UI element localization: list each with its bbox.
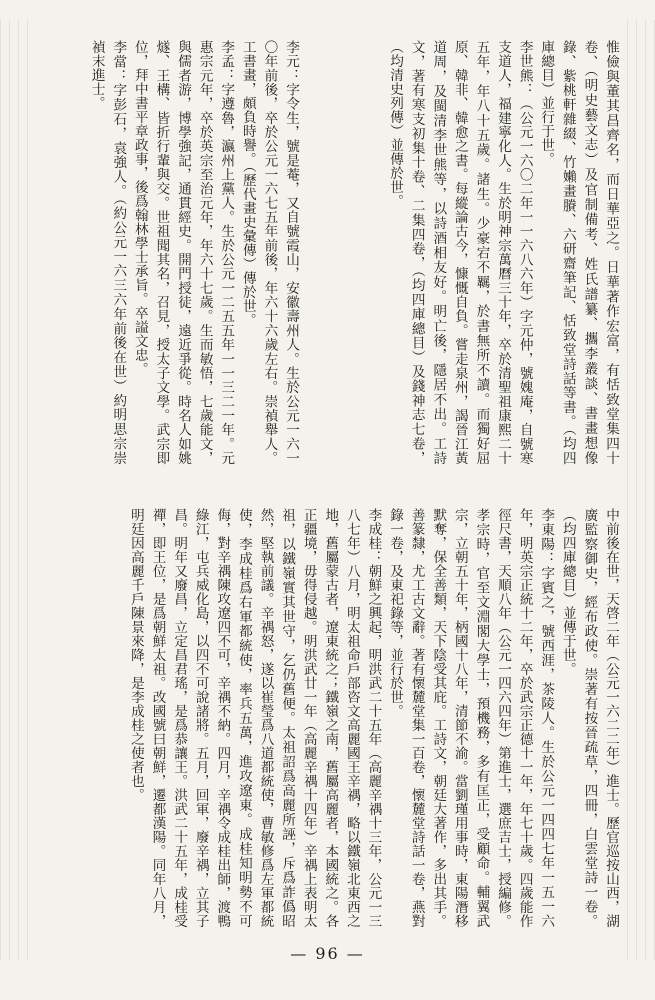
paragraph: 惟儉與董其昌齊名，而日華亞之。日華著作宏富，有恬致堂集四十卷、（明史藝文志）及官制備考、姓氏譜纂、攜李叢談、書畫想像錄、紫桃軒雜綴、竹嬾畫賸、六研齋筆記、恬致堂詩話等書。（均四庫總目）並行于世。	[538, 40, 619, 465]
top-right-text-block	[309, 40, 621, 465]
show-through-edge	[627, 20, 655, 960]
paragraph: 中前後在世，天啓二年（公元一六二二年）進士。歷官巡按山西，湖廣監察御史，經布政使。崇著有按晉疏草，四冊，白雲堂詩一卷。（均四庫總目）並傳于世。	[559, 508, 619, 928]
paragraph: 李當：字彭石，袁強人。（約公元一六三六年前後在世）約明思宗崇禎末進士。	[88, 40, 127, 465]
paragraph: 李孟：字遵魯，瀛州上黨人。生於公元一二五五年一一三二一年。元惠宗元年，卒於英宗至治元年，年六十七歲。生而敏悟，七歲能文，與儒者游，博學強記，通貫經史。開門授徒，遠近爭從。時名人如姚燧、王構、皆折行輩與交。世祖聞其名，召見，授太子文學。武宗即位，拜中書平章政事，後爲翰林學士承旨。卒謚文忠。	[131, 40, 235, 465]
top-left-text-block	[31, 40, 301, 465]
show-through-edge	[0, 20, 28, 960]
paragraph: 李世熊：（公元一六〇二年一一六八六年）字元仲，號媿庵，自號寒支道人，福建寧化人。生於明神宗萬曆三十年，卒於清聖祖康熙二十五年，年八十五歲。諸生。少豪宕不羈，於書無所不讀。而獨好屈原、韓非、韓愈之書。每縱論古今，慷慨自負。嘗走泉州，謁晉江黃道周，及閩清李世熊等，以詩酒相友好。明亡後，隱居不出。工詩文，著有寒支初集十卷、二集四卷，（均四庫總目）及錢神志七卷，（均清史列傳）並傳於世。	[387, 40, 533, 465]
paragraph: 李東陽：字賓之，號西涯，茶陵人。生於公元一四四七年一五一六年，明英宗正統十二年，卒於武宗正德十一年，年七十歲。四歲能作徑尺書，天順八年（公元一四六四年）第進士，選庶吉士，授編修。孝宗時，官至文淵閣大學士，預機務，多有匡正，受顧命。輔翼武宗，立朝五十年，柄國十八年，清節不渝。當劉瑾用事時，東陽潛移默奪，保全善類，天下陰受其庇。工詩文，朝廷大著作，多出其手。善篆隸，尤工古文辭。著有懷麓堂集一百卷，懷麓堂詩話一卷，燕對錄一卷，及東祀錄等，並行於世。	[387, 508, 555, 928]
page-number: — 96 —	[290, 944, 365, 963]
paragraph: 李元：字令生，號是菴，又自號霞山，安徽壽州人。生於公元一六一〇年前後，卒於公元一六七五年前後，年六十六歲左右。崇禎舉人。工書畫，頗負時譽。（歷代畫史彙傳）傳於世。	[239, 40, 299, 465]
lower-text-block	[31, 508, 621, 928]
paragraph: 李成桂：朝鮮之興起，明洪武二十五年（高麗辛禑十三年，公元一三八七年）八月，明太祖命戶部咨文高麗國王辛禑，略以鐵嶺北東西之地，舊屬蒙古者，遼東統之；鐵嶺之南，舊屬高麗者，本國統之。各正疆境，毋得侵越。明洪武廿一年（高麗辛禑十四年）辛禑上表明太祖，以鐵嶺實其世守，乞仍舊便。太祖詔爲高麗所誣，斥爲詐僞昭然，堅執前議。辛禑怒，遂以崔瑩爲八道都統使，曹敏修爲左軍都統使，李成桂爲右軍都統使，率兵五萬，進攻遼東。成桂知明勢不可侮，對辛禑陳攻遼四不可，辛禑不納。四月，辛禑令成桂出師，渡鴨綠江，屯兵威化島，以四不可說諸將。五月，回軍，廢辛禑，立其子昌。明年又廢昌，立定昌君瑤，是爲恭讓王。洪武二十五年，成桂受禪，即王位，是爲朝鮮太祖。改國號曰朝鮮，遷都漢陽。同年八月，明廷因高麗千戶陳景來降，是李成桂之使者也。	[127, 508, 382, 928]
